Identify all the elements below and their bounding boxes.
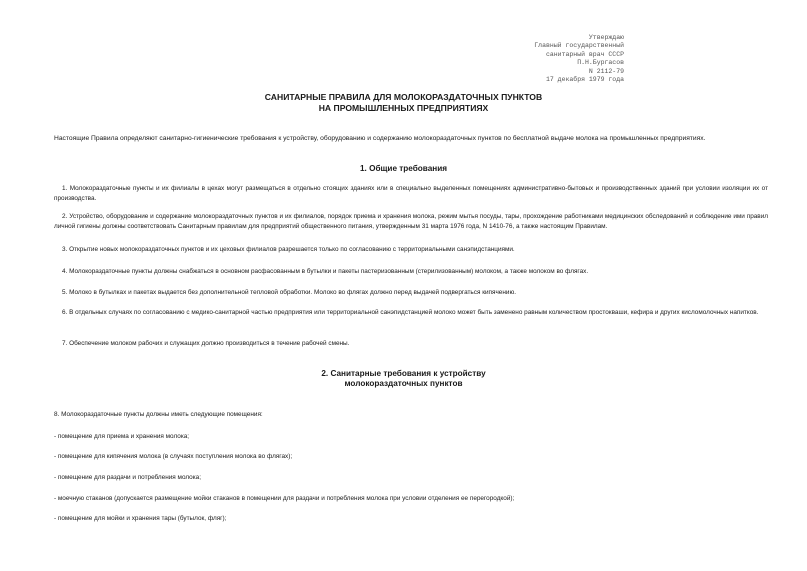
list-item: - помещение для мойки и хранения тары (бутылок, фляг); xyxy=(54,515,227,522)
title-line-2: НА ПРОМЫШЛЕННЫХ ПРЕДПРИЯТИЯХ xyxy=(318,102,489,113)
document-title xyxy=(0,92,807,113)
intro-paragraph: Настоящие Правила определяют санитарно-гигиенические требования к устройству, оборудованию и содержанию молокораздаточных пунктов по бесплатной выдаче молока на промышленных предприятиях. xyxy=(54,135,706,142)
approval-line: Главный государственный xyxy=(534,42,624,50)
approval-line: N 2112-79 xyxy=(588,67,624,75)
paragraph-5: 5. Молоко в бутылках и пакетах выдается без дополнительной тепловой обработки. Молоко во флягах должно перед выдачей подвергаться кипячению. xyxy=(62,289,517,296)
approval-line: санитарный врач СССР xyxy=(545,50,624,58)
approval-block xyxy=(470,34,624,84)
list-item: - помещение для приема и хранения молока; xyxy=(54,433,190,440)
approval-line: П.Н.Бургасов xyxy=(577,59,624,67)
paragraph-3: 3. Открытие новых молокораздаточных пунктов и их цеховых филиалов разрешается только по согласованию с территориальными санэпидстанциями. xyxy=(62,246,515,253)
section-1-heading: 1. Общие требования xyxy=(359,164,448,173)
title-line-1: САНИТАРНЫЕ ПРАВИЛА ДЛЯ МОЛОКОРАЗДАТОЧНЫХ ПУНКТОВ xyxy=(264,92,543,102)
section-2-heading-line-2: молокораздаточных пунктов xyxy=(344,379,463,388)
paragraph-7: 7. Обеспечение молоком рабочих и служащих должно производиться в течение рабочей смены. xyxy=(62,340,350,347)
paragraph-1: 1. Молокораздаточные пункты и их филиалы в цехах могут размещаться в отдельно стоящих зданиях или в специально выделенных помещениях административно-бытовых и производственных зданий при условии изоляции их от производства. xyxy=(54,185,768,203)
paragraph-4: 4. Молокораздаточные пункты должны снабжаться в основном расфасованным в бутылки и пакеты пастеризованным (стерилизованным) молоком, а также молоком во флягах. xyxy=(62,268,589,275)
approval-line: Утверждаю xyxy=(588,34,624,41)
approval-line: 17 декабря 1979 года xyxy=(545,76,624,84)
section-2-heading xyxy=(0,369,807,389)
list-item: - моечную стаканов (допускается размещение мойки стаканов в помещении для раздачи и потребления молока при условии отделения ее перегородкой); xyxy=(54,495,515,502)
paragraph-8: 8. Молокораздаточные пункты должны иметь следующие помещения: xyxy=(54,411,263,418)
paragraph-6: 6. В отдельных случаях по согласованию с медико-санитарной частью предприятия или территориальной санэпидстанцией молоко может быть заменено равным количеством простокваши, кефира и других кисломолочных напитков. xyxy=(62,309,759,316)
list-item: - помещение для кипячения молока (в случаях поступления молока во флягах); xyxy=(54,453,293,460)
list-item: - помещение для раздачи и потребления молока; xyxy=(54,474,201,481)
section-2-heading-line-1: 2. Санитарные требования к устройству xyxy=(321,369,486,378)
paragraph-2: 2. Устройство, оборудование и содержание молокораздаточных пунктов и их филиалов, порядок приема и хранения молока, режим мытья посуды, тары, прохождение работниками медицинских обследований и соблюдение ими правил личной гигиены должны соответствовать Санитарным правилам для предприятий общественного питания, утвержденным 31 марта 1976 года, N 1410-76, а также настоящим Правилам. xyxy=(54,213,768,231)
